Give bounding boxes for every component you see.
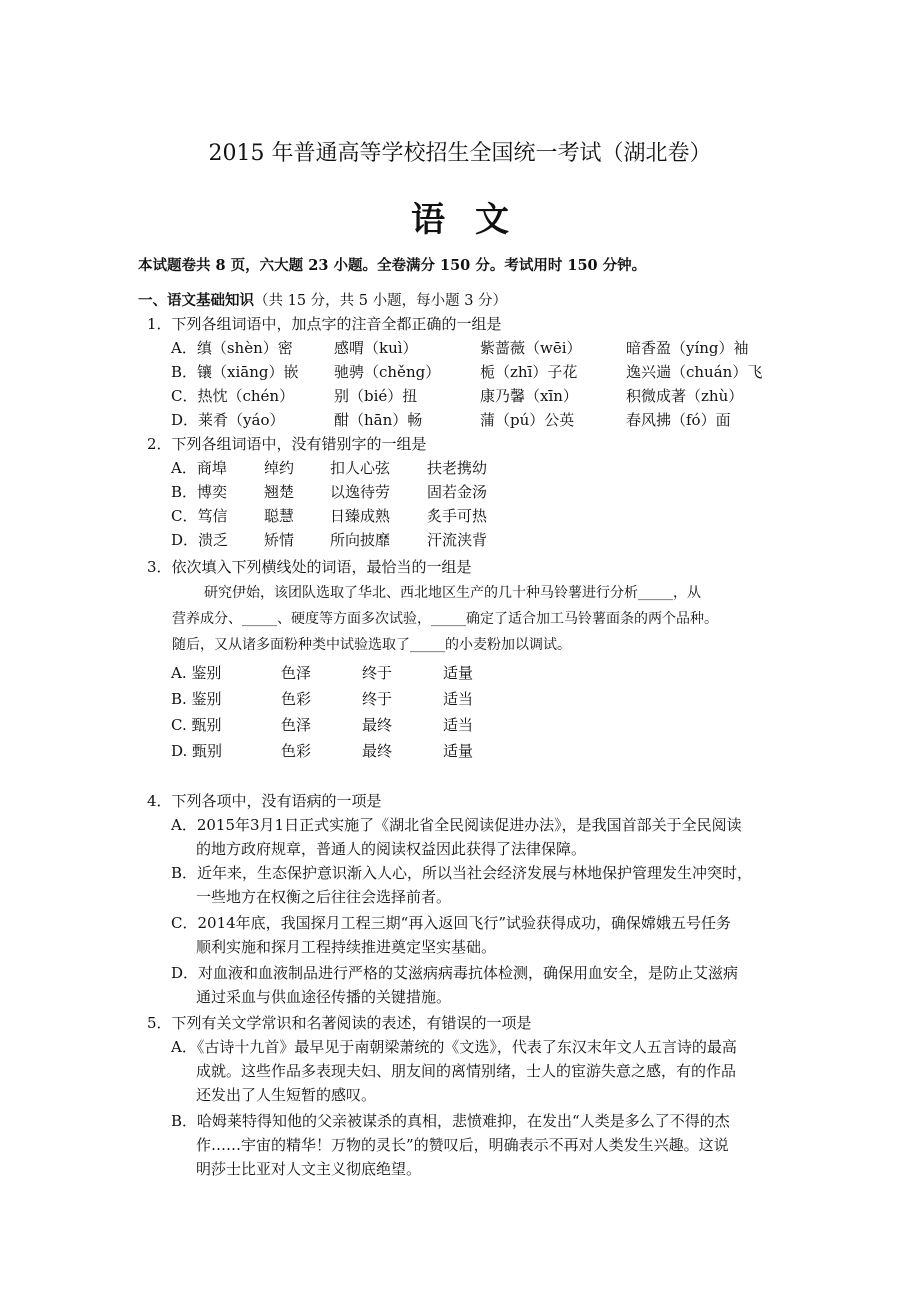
q2-option-c-1: C．笃信: [171, 507, 228, 525]
q2-option-a-4: 扶老携幼: [427, 459, 488, 477]
q3-option-c-2: 色泽: [281, 716, 312, 734]
q5-option-b-line-2: 作……宇宙的精华！万物的灵长”的赞叹后，明确表示不再对人类发生兴趣。这说: [196, 1136, 729, 1154]
q4-option-d-line-1: D．对血液和血液制品进行严格的艾滋病病毒抗体检测，确保用血安全，是防止艾滋病: [171, 964, 739, 982]
q3-option-b-3: 终于: [362, 690, 393, 708]
q3-option-a-4: 适量: [443, 664, 474, 682]
q3-option-a-3: 终于: [362, 664, 393, 682]
q1-option-d-3: 蒲（pú）公英: [480, 411, 575, 429]
q1-option-b-4: 逸兴遄（chuán）飞: [626, 363, 763, 381]
exam-intro: 本试题卷共 8 页，六大题 23 小题。全卷满分 150 分。考试用时 150 分钟。: [138, 257, 647, 274]
q2-option-b-2: 翘楚: [264, 483, 295, 501]
q2-option-c-2: 聪慧: [264, 507, 295, 525]
q2-option-a-3: 扣人心弦: [330, 459, 391, 477]
q2-option-b-1: B．博奕: [171, 483, 228, 501]
q3-option-d-3: 最终: [362, 742, 393, 760]
q2-option-d-1: D．溃乏: [171, 531, 229, 549]
q1-option-a-2: 感喟（kuì）: [334, 339, 418, 357]
q1-option-d-1: D．莱肴（yáo）: [171, 411, 285, 429]
section-heading: [138, 289, 507, 310]
q3-option-c-1: C. 甄别: [171, 716, 222, 734]
q3-option-c-3: 最终: [362, 716, 393, 734]
q1-option-a-1: A．缜（shèn）密: [171, 339, 293, 357]
q3-passage-line-2: 营养成分、_____、硬度等方面多次试验，_____确定了适合加工马铃薯面条的两个品种。: [172, 611, 718, 627]
q3-option-a-1: A. 鉴别: [171, 664, 222, 682]
q3-option-b-4: 适当: [443, 690, 474, 708]
q4-option-c-line-2: 顺利实施和探月工程持续推进奠定坚实基础。: [196, 938, 497, 956]
q1-option-c-2: 别（bié）扭: [334, 387, 418, 405]
q5-option-a-line-2: 成就。这些作品多表现夫妇、朋友间的离情别绪，士人的宦游失意之感，有的作品: [196, 1062, 737, 1080]
q1-option-b-2: 驰骋（chěng）: [334, 363, 441, 381]
q1-stem: 1．下列各组词语中，加点字的注音全都正确的一组是: [147, 315, 502, 333]
q1-option-a-3: 紫蔷薇（wēi）: [480, 339, 582, 357]
q4-option-b-line-1: B．近年来，生态保护意识渐入人心，所以当社会经济发展与林地保护管理发生冲突时，: [171, 864, 753, 882]
q5-option-b-line-3: 明莎士比亚对人文主义彻底绝望。: [196, 1160, 422, 1178]
q1-option-c-3: 康乃馨（xīn）: [480, 387, 578, 405]
q5-option-b-line-1: B．哈姆莱特得知他的父亲被谋杀的真相，悲愤难抑，在发出“人类是多么了不得的杰: [171, 1112, 730, 1130]
section-title: 一、语文基础知识: [138, 292, 254, 309]
exam-title: 2015 年普通高等学校招生全国统一考试（湖北卷）: [208, 141, 712, 166]
q4-option-b-line-2: 一些地方在权衡之后往往会选择前者。: [196, 888, 452, 906]
q2-option-b-3: 以逸待劳: [330, 483, 391, 501]
q3-option-b-2: 色彩: [281, 690, 312, 708]
q5-stem: 5．下列有关文学常识和名著阅读的表述，有错误的一项是: [147, 1014, 532, 1032]
q2-option-c-4: 炙手可热: [427, 507, 488, 525]
q3-option-a-2: 色泽: [281, 664, 312, 682]
q3-option-d-1: D. 甄别: [171, 742, 223, 760]
q1-option-b-1: B．镶（xiāng）嵌: [171, 363, 299, 381]
q1-option-b-3: 栀（zhī）子花: [480, 363, 578, 381]
q5-option-a-line-3: 还发出了人生短暂的感叹。: [196, 1086, 377, 1104]
q4-option-c-line-1: C．2014年底，我国探月工程三期“再入返回飞行”试验获得成功，确保嫦娥五号任务: [171, 914, 731, 932]
q5-option-a-line-1: A．《古诗十九首》最早见于南朝梁萧统的《文选》，代表了东汉末年文人五言诗的最高: [171, 1038, 737, 1056]
q3-option-d-4: 适量: [443, 742, 474, 760]
q3-option-d-2: 色彩: [281, 742, 312, 760]
q1-option-c-4: 积微成著（zhù）: [626, 387, 744, 405]
q2-option-d-3: 所向披靡: [330, 531, 391, 549]
q1-option-d-2: 酣（hān）畅: [334, 411, 423, 429]
q2-option-c-3: 日臻成熟: [330, 507, 391, 525]
q2-option-a-2: 绰约: [264, 459, 295, 477]
q2-stem: 2．下列各组词语中，没有错别字的一组是: [147, 435, 427, 453]
q3-stem: 3．依次填入下列横线处的词语，最恰当的一组是: [147, 558, 472, 576]
q4-option-d-line-2: 通过采血与供血途径传播的关键措施。: [196, 988, 452, 1006]
q2-option-a-1: A．商埠: [171, 459, 227, 477]
subject-title: 语文: [411, 200, 539, 240]
q2-option-d-2: 矫情: [264, 531, 295, 549]
q4-option-a-line-2: 的地方政府规章，普通人的阅读权益因此获得了法律保障。: [196, 840, 587, 858]
q1-option-d-4: 春风拂（fó）面: [626, 411, 731, 429]
q4-option-a-line-1: A．2015年3月1日正式实施了《湖北省全民阅读促进办法》，是我国首部关于全民阅读: [171, 816, 742, 834]
q3-passage-line-1: 研究伊始，该团队选取了华北、西北地区生产的几十种马铃薯进行分析_____，从: [204, 585, 701, 601]
q2-option-d-4: 汗流浃背: [427, 531, 488, 549]
q1-option-a-4: 暗香盈（yíng）袖: [626, 339, 749, 357]
q3-option-b-1: B. 鉴别: [171, 690, 222, 708]
q4-stem: 4．下列各项中，没有语病的一项是: [147, 792, 382, 810]
q1-option-c-1: C．热忱（chén）: [171, 387, 295, 405]
q3-passage-line-3: 随后，又从诸多面粉种类中试验选取了_____的小麦粉加以调试。: [172, 637, 571, 653]
section-note: （共 15 分，共 5 小题，每小题 3 分）: [254, 293, 508, 309]
q2-option-b-4: 固若金汤: [427, 483, 488, 501]
q3-option-c-4: 适当: [443, 716, 474, 734]
